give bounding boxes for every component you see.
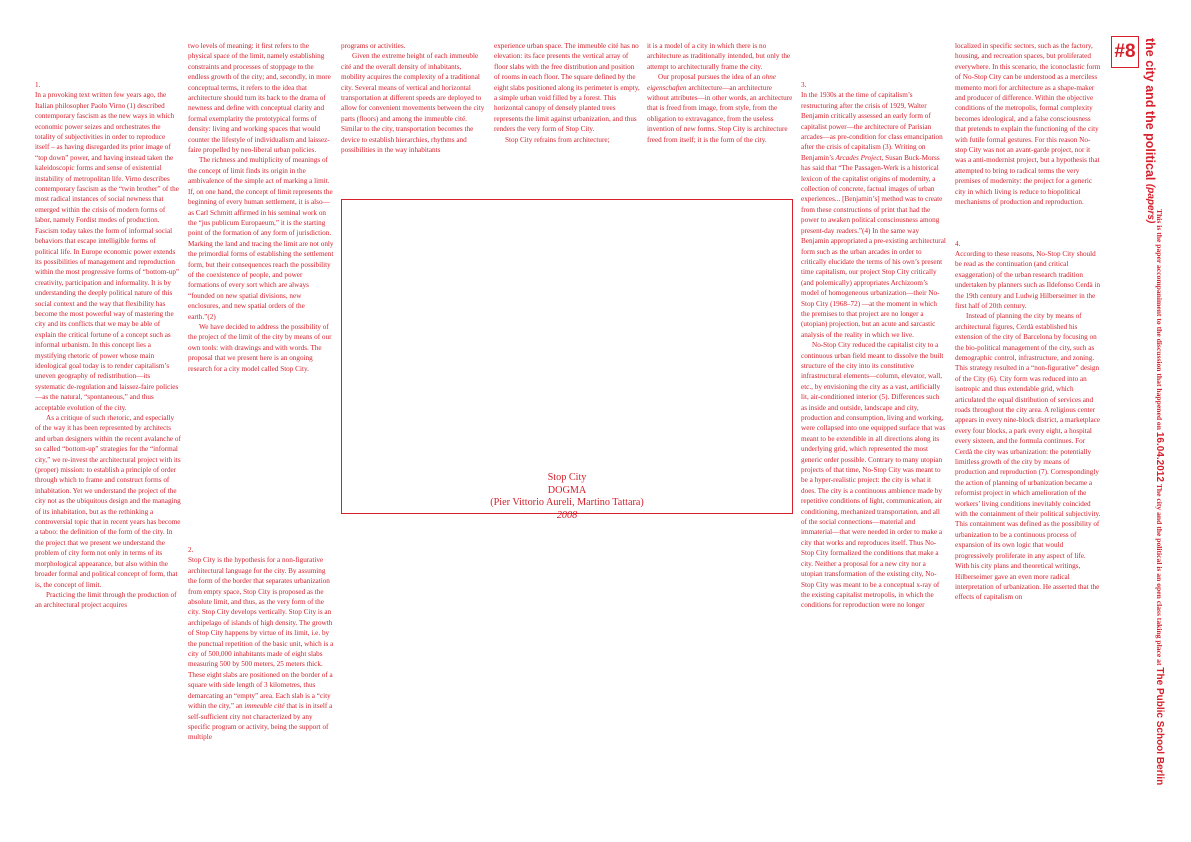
paragraph: Given the extreme height of each immeuble cité and the overall density of inhabitants, mobility acquires the complexity of a traditional city. Several means of vertical and horizontal transportation at different speeds are deployed to allow for convenient movements between the city parts (floors) and among the immeuble cité. Similar to the city, transportation becomes the device to establish hierarchies, rhythms and possibilities in the way inhabitants (341, 52, 485, 155)
tagline-prefix: This is the paper accompaniment to the discussion that happened on (1155, 209, 1164, 430)
paragraph: According to these reasons, No-Stop City should be read as the continuation (and critical exaggeration) of the urban research tradition undertaken by planners such as Ildefonso Cerdà in the 19th century and Ludwig Hilberseimer in the first half of 20th century. (955, 249, 1101, 310)
paragraph (647, 72, 793, 145)
text-run: Susan Buck-Morss has said that “The Passagen-Werk is a historical lexicon of the capitalist origins of modernity, a collection of concrete, factual images of urban experiences... [Benjamin’s] method was to create from these constructions of print that had the power to awaken political consciousness among present-day readers.”(4) In the same way Benjamin appropriated a pre-existing architectural form such as the urban arcades in order to critically elucidate the terms of his own’s present time capitalism, our project Stop City critically (and polemically) appropriates Archizoom’s model of homogeneous urbanization—their No-Stop City (1968–72) —at the moment in which the premises to that project are no longer a (utopian) projection, but an acute and sarcastic analysis of the reality in which we live. (801, 153, 946, 339)
text-run: In the 1930s at the time of capitalism’s restructuring after the crisis of 1929, Walter Benjamin critically assessed an early form of capitalist power—the architecture of Parisian arcades—as pre-condition for class emancipation after the crisis of capitalism (3). Writing on Benjamin’s (801, 91, 943, 162)
paragraph: experience urban space. The immeuble cité has no elevation: its face presents the vertical array of floor slabs with the free distribution and position of rooms in each floor. The square defined by the eight slabs positioned along its perimeter is empty, a simple urban void filled by a forest. This horizontal canopy of densely planted trees represents the limit against urbanization, and thus renders the very form of Stop City. (494, 42, 640, 134)
section-number-3: 3. (801, 81, 807, 89)
project-name: Stop City (547, 472, 587, 483)
paragraph: In a provoking text written few years ago, the Italian philosopher Paolo Virno (1) described contemporary fascism as the new ways in which economic power seizes and orchestrates the totality of subjectivities in order to reproduce itself – as having disregarded its prior image of “top down” power, and having instead taken the kaleidoscopic forms and sense of existential instability of metropolitan life. Virno describes contemporary fascism as the “twin brother” of the most radical instances of social newness that emerged within the crisis of modern forms of labor, namely Fordist modes of production. Fascism today takes the form of informal social behaviors that escape intelligible forms of political life. In Europe economic power extends its possibilities of management and reproduction within the most progressive forms of “bottom-up” creativity, participation and informality. It is by understanding the deeply political nature of this social context and the way that flexibility has become the most powerful way of mastering the city and its conflicts that we may be able of explain the critical fortune of a concept such as informal urbanism. In this concept lies a mystifying rhetoric of power whose main ideological goal today is to render capitalism’s uneven geography of redistribution—its systematic de-regulation and laissez-faire policies—as the natural, “spontaneous,” and thus acceptable evolution of the city. (35, 91, 180, 412)
paragraph (801, 90, 947, 340)
paragraph: The richness and multiplicity of meanings of the concept of limit finds its origin in the ambivalence of the simple act of marking a limit. If, on one hand, the concept of limit represents the beginning of every human settlement, it is also—as Carl Schmitt affirmed in his seminal work on the “jus publicum Europaeum,” it is the starting point of the formation of any form of jurisdiction. Marking the land and tracing the limit are not only the primordial forms of establishing the settlement form, but their consequences reach the possibility of the coexistence of people, and power formations of every sort which are always “founded on new spatial divisions, new enclosures, and new spatial orders of the earth.”(2) (188, 156, 334, 321)
paragraph: Practicing the limit through the production of an architectural project acquires (35, 590, 177, 610)
paragraph: it is a model of a city in which there is no architecture as traditionally intended, but only the attempt to architecturally frame the city. (647, 42, 791, 71)
tagline-org: The Public School Berlin (1154, 667, 1165, 786)
text-column-2-lower (188, 545, 334, 815)
text-column-6 (801, 80, 947, 815)
paragraph: We have decided to address the possibility of the project of the limit of the city by means of our own tools: with drawings and with words. The proposal that we present here is an ongoing research for a city model called Stop City. (188, 322, 332, 373)
project-frame (341, 199, 793, 521)
issue-number-badge: #8 (1111, 36, 1139, 68)
tagline-middle: The city and the political is an open class taking place at (1155, 483, 1164, 666)
tagline (1150, 209, 1166, 821)
paragraph: programs or activities. (341, 42, 406, 50)
italic-term: Arcades Project, (835, 153, 884, 162)
paragraph: Stop City refrains from architecture; (505, 135, 610, 144)
paragraph: localized in specific sectors, such as the factory, housing, and recreation spaces, but proliferated everywhere. In this scenario, the iconoclastic form of No-Stop City can be understood as a merciless memento mori for architecture as a shape-maker and producer of difference. Within the objective conditions of the metropolis, formal complexity becomes ideological, and a false consciousness that pretends to explain the functioning of the city with futile formal gestures. For this reason No-stop City was not an avant-garde project, nor it was a anti-modernist project, but a hypothesis that attempted to bring to radical terms the very premises of modernity: the project for a generic city in which living is reduce to biopolitical mechanisms of production and reproduction. (955, 42, 1101, 207)
text-column-1 (35, 80, 181, 815)
series-subtitle: (papers) (1145, 183, 1156, 224)
tagline-date: 16.04.2012 (1154, 431, 1165, 482)
paragraph: As a critique of such rhetoric, and especially of the way it has been represented by architects and urban designers within the recent avalanche of so called “bottom-up” strategies for the “informal city,” we re-invest the architectural project with its (proper) mission: to establish a principle of order through which to frame and construct forms of inhabitation. Yet we understand the project of the city not as the ubiquitous design and the managing of its inhabitation, but as the rethinking a controversial topic that in recent years has become a taboo: the definition of the form of the city. In the project that we present we understand the problem of city form not only in terms of its morphological appearance, but also within the broader formal and political concept of form, that is, the concept of limit. (35, 414, 181, 589)
paragraph (188, 555, 334, 742)
text-column-3 (341, 41, 487, 191)
text-run: that is in itself a self-sufficient city not characterized by any specific program or activity, being the support of multiple (188, 702, 333, 742)
section-number-4: 4. (955, 239, 961, 248)
paragraph: two levels of meaning: it first refers to the physical space of the limit, namely establishing constraints and processes of stoppage to the endless growth of the city; and, secondly, in more conceptual terms, it refers to the idea that architecture should turn its back to the drama of newness and define with conceptual clarity and formal exemplarity the prototypical forms of density: living and working spaces that would counter the lifestyle of individualism and laissez-faire propelled by neo-liberal urban policies. (188, 42, 331, 155)
italic-term: immeuble cité (244, 702, 285, 711)
text-run: Our proposal pursues the idea of an (658, 73, 761, 82)
section-number-1: 1. (35, 81, 41, 89)
paragraph: No-Stop City reduced the capitalist city to a continuous urban field meant to dissolve the built structure of the city into its constitutive infrastructural elements—column, elevator, wall, etc., by envisioning the city as a vast, artificially lit, air-conditioned interior (5). Differences such as inside and outside, landscape and city, production and consumption, living and working, were collapsed into one equipped surface that was meant to be extendible in all directions along its underlying grid, which represented the most generic order possible. Contrary to many utopian projects of that time, No-Stop City was meant to be a hyper-realistic project: the city is what it does. The city is a continuous ambience made by repetitive conditions of light, communication, air conditioning, mechanized transportation, and all of the social connections—material and immaterial—that were needed in order to make a city that works and reproduces itself. Thus No-Stop City formalized the conditions that make a city. Neither a proposal for a new city nor a utopian transformation of the existing city, No-Stop City was meant to be a conceptual x-ray of the existing capitalist metropolis, in which the conditions for reproduction were no longer (801, 341, 946, 610)
section-number-2: 2. (188, 546, 194, 554)
text-column-5 (647, 41, 793, 191)
text-column-2 (188, 41, 334, 501)
text-run: architecture—an architecture without attributes—in other words, an architecture that is freed from image, from style, from the obligation to extravagance, from the useless invention of new forms. Stop City is architecture freed from itself; it is the form of the city. (647, 83, 793, 144)
project-type: DOGMA (547, 484, 587, 496)
paragraph: Instead of planning the city by means of architectural figures, Cerdà established his extension of the city of Barcelona by focusing on the bio-political management of the city, such as demographic control, infrastructure, and zoning. This strategy resulted in a “non-figurative” design of the City (6). City form was reduced into an isotropic and thus extendable grid, which articulated the equal distribution of services and roads throughout the city area. A religious center appears in every nine-block district, a marketplace every four blocks, a park every eight, a hospital every sixteen, and the formula continues. For Cerdà the city was urbanization: the potentially limitless growth of the city by means of production and reproduction (7). Correspondingly the action of planning of urbanization became a reformist project in which amelioration of the workers’ living conditions inevitably coincided with the containment of their political subjectivity. This containment was defined as the possibility of urbanization to be a continuous process of expansion of its own logic that would progressively proliferate in any aspect of life. With his city plans and theoretical writings, Hilberseimer gave an even more radical interpretation of urbanization. He asserted that the effects of capitalism on (955, 312, 1101, 602)
series-title (1137, 38, 1157, 223)
project-caption (342, 472, 792, 522)
section-gap (955, 208, 1101, 239)
text-column-7 (955, 41, 1101, 815)
project-year: 2008 (556, 509, 578, 521)
text-run: Stop City is the hypothesis for a non-figurative architectural language for the city. By assuming the form of the border that separates urbanization from empty space, Stop City is proposed as the absolute limit, and thus, as the very form of the city. Stop City develops vertically. Stop City is an archipelago of islands of high density. The growth of Stop City happens by virtue of its limit, i.e. by the punctual repetition of the basic unit, which is a city of 500,000 inhabitants made of eight slabs measuring 500 by 500 meters, 25 meters thick. These eight slabs are positioned on the border of a square with side length of 3 kilometres, thus demarcating an “empty” area. Each slab is a “city within the city,” an (188, 556, 334, 711)
italic-term: ohne eigenschaften (647, 73, 776, 92)
project-authors: (Pier Vittorio Aureli, Martino Tattara) (490, 497, 644, 509)
text-column-4 (494, 41, 640, 191)
series-title-text: the city and the political (1143, 38, 1157, 181)
